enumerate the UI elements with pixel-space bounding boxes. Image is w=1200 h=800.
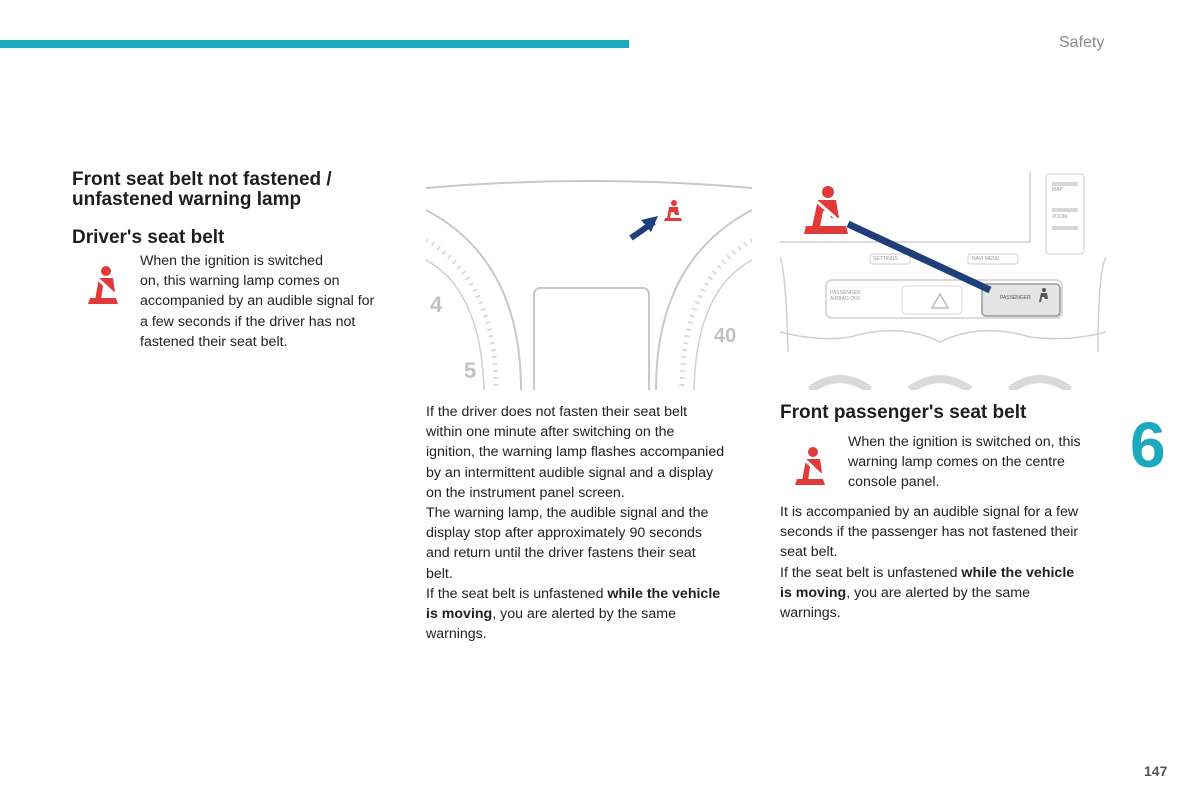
instrument-panel-illustration	[426, 180, 752, 390]
console-label: MAP	[1052, 187, 1063, 193]
moving-text: , you are alerted by the same	[492, 606, 676, 623]
console-label: NAVI MENU	[972, 256, 1000, 262]
moving-bold: while the vehicle	[607, 585, 721, 602]
moving-warning-line	[780, 563, 1120, 583]
page-title-line2: unfastened warning lamp	[72, 189, 302, 210]
chapter-number: 6	[1130, 409, 1166, 481]
body-line: The warning lamp, the audible signal and the	[426, 505, 709, 522]
console-label: PASSENGER	[1000, 295, 1031, 301]
moving-warning-line	[780, 583, 1120, 603]
seat-belt-warning-icon	[84, 264, 122, 308]
body-line: belt.	[426, 565, 453, 582]
body-line: within one minute after switching on the	[426, 424, 675, 441]
gauge-number: 4	[430, 292, 443, 317]
header-accent-bar	[0, 40, 629, 48]
moving-bold: is moving	[426, 606, 493, 623]
arrow-icon	[631, 216, 658, 238]
moving-bold: is moving	[780, 584, 847, 601]
body-line: If the driver does not fasten their seat belt	[426, 404, 688, 420]
passenger-text-line: warning lamp comes on the centre	[848, 454, 1065, 471]
driver-text-line: When the ignition is switched	[140, 253, 323, 269]
moving-warning-line	[426, 604, 756, 624]
passenger-description	[848, 432, 1118, 493]
console-label: SETTINGS	[873, 256, 899, 262]
driver-text-line: on, this warning lamp comes on	[140, 273, 340, 290]
body-line: on the instrument panel screen.	[426, 484, 625, 501]
gauge-number: 40	[714, 325, 737, 347]
driver-heading: Driver's seat belt	[72, 227, 225, 248]
console-label: PASSENGER AIRBAG OFF	[830, 290, 861, 302]
right-column	[780, 402, 1110, 424]
moving-text: If the seat belt is unfastened	[780, 564, 962, 581]
console-label: ZOOM	[1052, 214, 1067, 220]
seat-belt-warning-icon	[791, 445, 829, 489]
driver-details-text	[426, 402, 756, 644]
passenger-text-line: console panel.	[848, 474, 940, 491]
driver-text-line: accompanied by an audible signal for	[140, 293, 375, 310]
passenger-heading: Front passenger's seat belt	[780, 402, 1027, 423]
body-line: by an intermittent audible signal and a display	[426, 464, 714, 481]
body-line: It is accompanied by an audible signal for a few	[780, 504, 1079, 520]
driver-text-line: fastened their seat belt.	[140, 333, 288, 350]
page-title-line1: Front seat belt not fastened /	[72, 169, 332, 190]
driver-description	[140, 251, 400, 352]
body-line: and return until the driver fastens their seat	[426, 545, 696, 562]
moving-bold: while the vehicle	[961, 564, 1075, 581]
moving-warning-line	[426, 584, 756, 604]
left-column	[72, 170, 392, 249]
passenger-text-line: When the ignition is switched on, this	[848, 434, 1081, 450]
driver-seat-belt-icon	[84, 264, 122, 313]
passenger-details-text	[780, 502, 1120, 623]
gauge-number: 5	[464, 358, 477, 383]
section-label: Safety	[1059, 34, 1105, 51]
body-line: seconds if the passenger has not fastened their	[780, 524, 1079, 541]
body-line: display stop after approximately 90 seconds	[426, 525, 703, 542]
body-line: seat belt.	[780, 544, 838, 561]
driver-text-line: a few seconds if the driver has not	[140, 313, 356, 330]
passenger-seat-belt-icon	[791, 445, 829, 494]
moving-text: If the seat belt is unfastened	[426, 585, 608, 602]
moving-text: , you are alerted by the same	[846, 584, 1030, 601]
body-line: warnings.	[426, 626, 487, 643]
body-line: ignition, the warning lamp flashes accompanied	[426, 444, 725, 461]
page-title	[72, 170, 392, 210]
centre-console-illustration	[780, 172, 1106, 390]
body-line: warnings.	[780, 605, 841, 622]
page-number: 147	[1144, 763, 1168, 779]
